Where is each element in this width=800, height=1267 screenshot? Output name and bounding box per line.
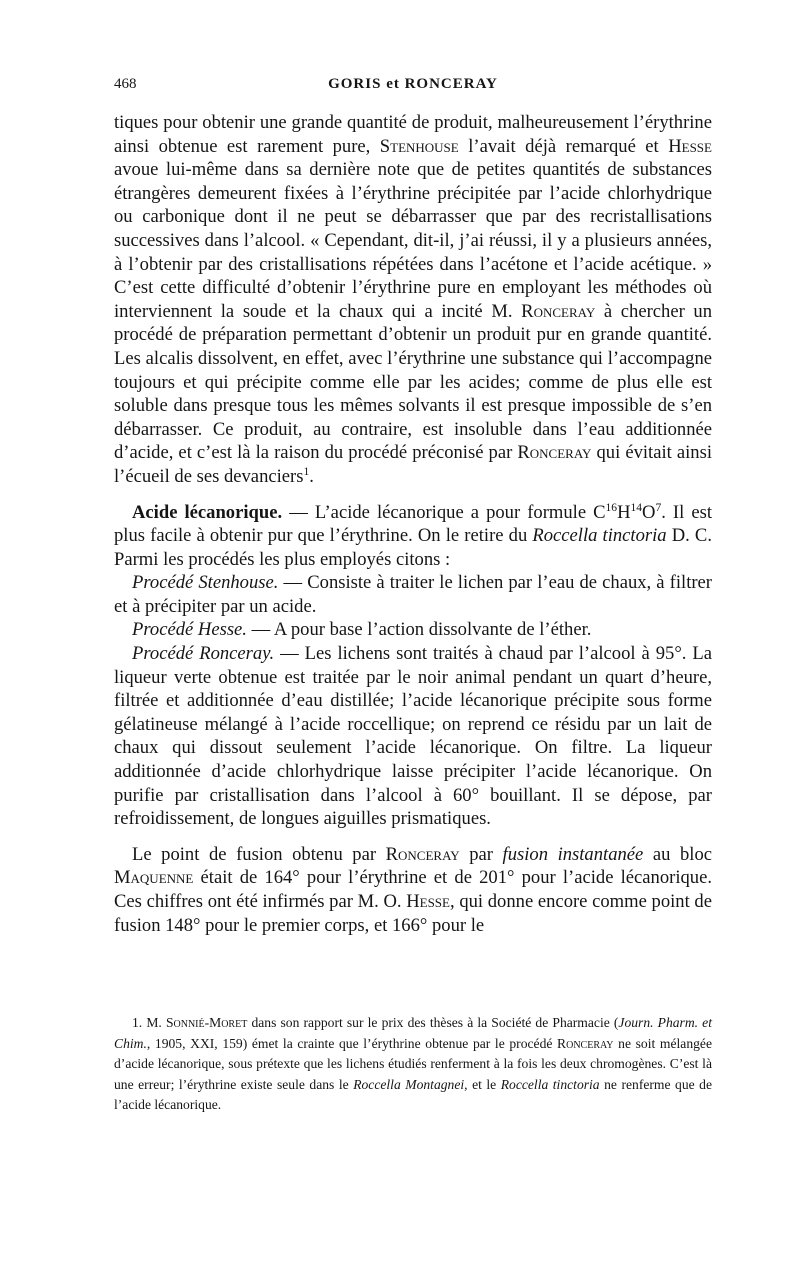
text-run: , qui donne encore comme point de fusion 148° pour le premier corps, et 166° pour le [114,891,712,936]
text-run: à chercher un procédé de préparation permettant d’obtenir un produit pur en grande quantité. Les alcalis dissolvent, en effet, avec l’érythrine une substance qui l’accompagne toujours et qui précipite comme elle par les acides; comme de plus elle est soluble dans presque tous les mêmes solvants il est presque impossible de s’en débarrasser. Ce produit, au contraire, est insoluble dans l’eau additionnée d’acide, et c’est là la raison du procédé préconisé par [114,300,713,464]
text-run: Stenhouse [379,135,459,157]
text-run: O [642,501,656,523]
text-run: 1 [303,465,310,478]
text-run: au bloc [643,843,712,865]
text-run: , 1905, XXI, 159) émet la crainte que l’érythrine obtenue par le procédé [146,1035,558,1051]
text-run: par [459,843,503,865]
text-run: . [309,465,314,487]
text-run: 7 [655,501,662,514]
text-run: — L’acide lécanorique a pour formule C [282,501,606,523]
text-run: avoue lui-même dans sa dernière note que de petites quantités de substances étrangères demeurent fixées à l’érythrine précipitée par l’acide chlorhydrique ou carbonique dont il ne peut se débarrasser que par des recristallisations successives dans l’alcool. « Cependant, dit-il, j’ai réussi, il y a plusieurs années, à l’obtenir par des cristallisations répétées dans l’acétone et l’acide acétique. » C’est cette difficulté d’obtenir l’érythrine pure en employant les méthodes où interviennent la soude et la chaux qui a incité M. [114,159,712,322]
running-title: GORIS et RONCERAY [328,76,498,92]
paragraph [114,501,712,572]
text-run: Acide lécanorique. [132,501,283,523]
text-run: Procédé Ronceray. [132,643,275,665]
footnote-text [114,1013,712,1116]
text-run: Procédé Hesse. [132,619,247,641]
text-run: tiques pour obtenir une grande quantité de produit, malheureusement l’érythrine ainsi obtenue est rarement pure, [114,112,712,157]
text-run: Ronceray [517,442,592,464]
body-text [114,111,712,937]
text-run: Le point de fusion obtenu par [132,843,386,865]
text-run: D. C. Parmi les procédés les plus employés citons : [114,525,712,570]
paragraph [114,642,712,831]
text-run: . Il est plus facile à obtenir pur que l’érythrine. On le retire du [114,501,713,547]
text-run: Ronceray [521,300,596,322]
paragraph [114,111,712,489]
text-run: était de 164° pour l’érythrine et de 201° pour l’acide lécanorique. Ces chiffres ont été infirmés par M. O. [114,867,712,912]
text-run: qui évitait ainsi l’écueil de ses devanciers [114,442,713,487]
paragraph [114,571,712,618]
page-header [114,76,712,100]
paragraph [114,843,712,937]
text-run: ne renferme que de l’acide lécanorique. [114,1076,712,1112]
text-run: fusion instantanée [502,843,644,865]
text-run: Procédé Stenhouse. [132,572,279,594]
text-run: Hesse [668,135,712,157]
text-run: 16 [605,501,618,514]
text-run: Journ. Pharm. et Chim. [114,1015,712,1051]
page-number: 468 [114,76,137,92]
text-run: Roccella Montagnei [353,1076,465,1092]
text-run: Hesse [406,891,450,912]
text-run: Roccella tinctoria [500,1076,600,1092]
text-run: Roccella tinctoria [532,525,667,547]
text-run: 14 [630,501,643,514]
footnote [114,1013,712,1116]
text-run: Maquenne [114,867,194,889]
text-run: 1. M. [132,1015,166,1030]
text-run: Ronceray [557,1035,614,1051]
text-run: ne soit mélangée d’acide lécanorique, sous prétexte que les lichens étudiés renferment à la fois les deux chromogènes. C’est là une erreur; l’érythrine existe seule dans le [114,1035,712,1092]
text-run: — Consiste à traiter le lichen par l’eau de chaux, à filtrer et à précipiter par un acide. [114,572,712,617]
text-run: Ronceray [385,843,460,865]
text-run: Sonnié-Moret [165,1015,248,1030]
paragraph [114,618,712,642]
text-run: dans son rapport sur le prix des thèses à la Société de Pharmacie ( [247,1015,619,1030]
text-run: l’avait déjà remarqué et [458,135,669,157]
text-run: — Les lichens sont traités à chaud par l’alcool à 95°. La liqueur verte obtenue est traitée par le noir animal pendant un quart d’heure, filtrée et additionnée d’eau distillée; l’acide lécanorique précipite sous forme gélatineuse mélangé à l’acide roccellique; on reprend ce résidu par un lait de chaux qui dissout seulement l’acide lécanorique. On filtre. La liqueur additionnée d’acide chlorhydrique laisse précipiter l’acide lécanorique. On purifie par cristallisation dans l’alcool à 60° bouillant. Il se dépose, par refroidissement, de longues aiguilles prismatiques. [114,643,712,830]
text-run: , et le [464,1076,501,1092]
text-run: — A pour base l’action dissolvante de l’éther. [246,619,592,641]
text-run: H [617,501,631,523]
